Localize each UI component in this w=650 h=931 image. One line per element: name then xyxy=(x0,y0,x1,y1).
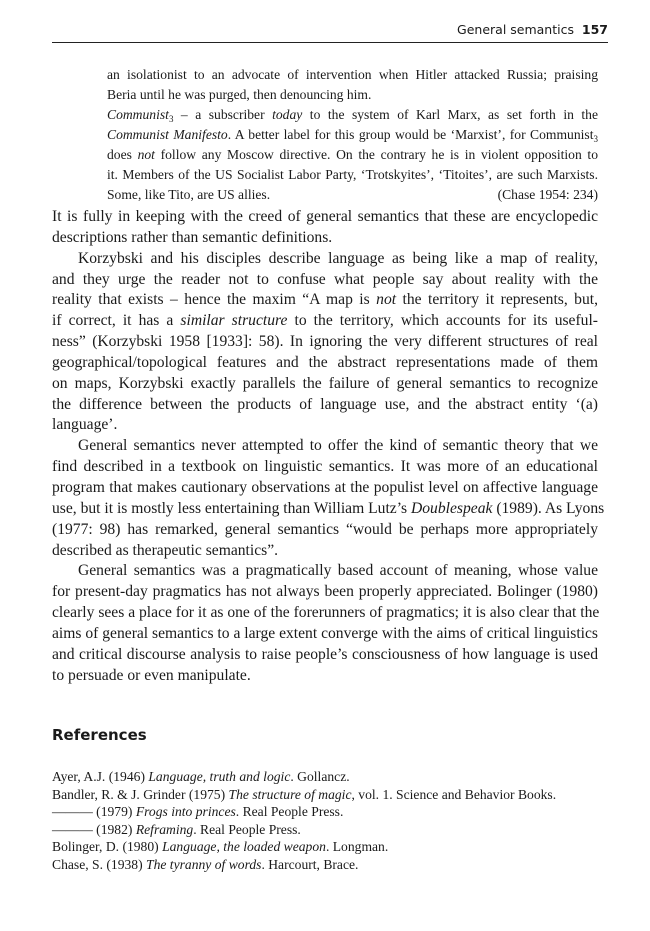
reference-publisher: . Real People Press. xyxy=(193,821,301,837)
body-line: clearly sees a place for it as one of the forerunners of pragmatics; it is also clear that the xyxy=(52,604,600,622)
body-line: (1977: 98) has remarked, general semantics “would be perhaps more appropriately xyxy=(52,520,598,538)
reference-author: ——— (1979) xyxy=(52,804,136,820)
reference-publisher: , vol. 1. Science and Behavior Books. xyxy=(351,786,557,802)
body-line: aims of general semantics to a large extent converge with the aims of critical linguistics xyxy=(52,624,598,642)
reference-author: ——— (1982) xyxy=(52,821,136,837)
quote-line: an isolationist to an advocate of intervention when Hitler attacked Russia; praising xyxy=(107,67,598,82)
body-line: General semantics never attempted to offer the kind of semantic theory that we xyxy=(78,437,598,455)
reference-item xyxy=(52,821,598,839)
body-emphasis: similar structure xyxy=(180,312,288,330)
quote-line xyxy=(107,145,598,165)
body-line: the difference between the products of language use, and the abstract entity ‘(a) xyxy=(52,395,598,413)
body-book-title: Doublespeak xyxy=(411,499,493,517)
body-line: for present-day pragmatics has not always been properly appreciated. Bolinger (1980) xyxy=(52,583,598,601)
running-head xyxy=(52,20,608,43)
reference-item xyxy=(52,856,598,874)
body-line: ness” (Korzybski 1958 [1933]: 58). In ignoring the very different structures of real xyxy=(52,333,598,351)
quote-book-title: Communist Manifesto xyxy=(107,127,228,142)
reference-title: Reframing xyxy=(135,821,194,837)
quote-line: Beria until he was purged, then denouncing him. xyxy=(107,87,372,102)
body-line: language’. xyxy=(52,416,118,434)
reference-title: The tyranny of words xyxy=(146,856,262,872)
body-text-run: reality that exists – hence the maxim “A map is xyxy=(52,291,377,309)
references-heading: References xyxy=(52,726,147,744)
reference-author: Ayer, A.J. (1946) xyxy=(52,769,149,784)
reference-author: Bolinger, D. (1980) xyxy=(52,839,163,855)
body-line: It is fully in keeping with the creed of general semantics that these are encyclopedic xyxy=(52,208,598,225)
quote-text: – a subscriber xyxy=(173,107,273,122)
body-line xyxy=(52,499,605,520)
quote-line xyxy=(107,105,598,125)
body-line: geographical/topological features and the abstract representations made of them xyxy=(52,353,598,371)
reference-item xyxy=(52,838,598,856)
reference-title: Language, truth and logic xyxy=(148,769,291,784)
body-emphasis: not xyxy=(376,291,397,309)
body-line: descriptions rather than semantic definitions. xyxy=(52,228,333,246)
reference-item xyxy=(52,786,598,804)
subscript: 3 xyxy=(593,134,598,144)
body-text-run: (1989). As Lyons xyxy=(492,499,605,517)
body-text-run: if correct, it has a xyxy=(52,312,181,330)
quote-text: to the system of Karl Marx, as set forth in the xyxy=(302,107,598,122)
body-line: find described in a textbook on linguistic semantics. It was more of an educational xyxy=(52,458,598,476)
reference-publisher: . Longman. xyxy=(325,839,389,855)
reference-title: Language, the loaded weapon xyxy=(162,839,326,855)
body-text xyxy=(52,207,605,686)
quote-term: Communist xyxy=(107,107,169,122)
body-text-run: the territory it represents, but, xyxy=(396,291,598,309)
body-line xyxy=(52,311,598,332)
body-line: General semantics was a pragmatically based account of meaning, whose value xyxy=(78,562,598,580)
quote-source: (Chase 1954: 234) xyxy=(497,187,598,202)
quote-line: it. Members of the US Socialist Labor Party, ‘Trotskyites’, ‘Titoites’, are such Marxists. xyxy=(107,167,598,182)
quote-text: Some, like Tito, are US allies. xyxy=(107,187,271,202)
running-head-title: General semantics xyxy=(457,22,574,37)
reference-item xyxy=(52,803,598,821)
reference-author: Chase, S. (1938) xyxy=(52,856,147,872)
body-line xyxy=(52,290,598,311)
reference-publisher: . Harcourt, Brace. xyxy=(261,856,359,872)
reference-item xyxy=(52,768,598,786)
reference-title: Frogs into princes xyxy=(135,804,236,820)
body-line: Korzybski and his disciples describe language as being like a map of reality, xyxy=(78,249,598,267)
block-quote xyxy=(107,65,598,205)
reference-publisher: . Real People Press. xyxy=(235,804,344,820)
body-line: described as therapeutic semantics”. xyxy=(52,541,279,559)
quote-text: does xyxy=(107,147,138,162)
quote-line xyxy=(107,125,598,145)
reference-title: The structure of magic xyxy=(228,786,352,802)
quote-text: . A better label for this group would be ‘Marxist’, for Communist xyxy=(227,127,594,142)
page-number: 157 xyxy=(581,22,608,37)
body-line: and they urge the reader not to confuse what people say about reality with the xyxy=(52,270,598,288)
reference-publisher: . Gollancz. xyxy=(290,769,350,784)
references-list xyxy=(52,768,598,874)
reference-author: Bandler, R. & J. Grinder (1975) xyxy=(52,786,229,802)
body-line: to persuade or even manipulate. xyxy=(52,666,251,684)
body-line: and critical discourse analysis to raise people’s consciousness of how language is used xyxy=(52,645,598,663)
body-line: on maps, Korzybski exactly parallels the failure of general semantics to recognize xyxy=(52,374,598,392)
quote-line xyxy=(107,185,598,205)
body-line: program that makes cautionary observations at the populist level on affective language xyxy=(52,478,598,496)
quote-emphasis: today xyxy=(272,107,303,122)
body-text-run: to the territory, which accounts for its useful- xyxy=(287,312,598,330)
body-text-run: use, but it is mostly less entertaining than William Lutz’s xyxy=(52,499,411,517)
quote-text: follow any Moscow directive. On the contrary he is in violent opposition to xyxy=(154,147,598,162)
subscript: 3 xyxy=(168,114,174,124)
quote-emphasis: not xyxy=(137,147,155,162)
